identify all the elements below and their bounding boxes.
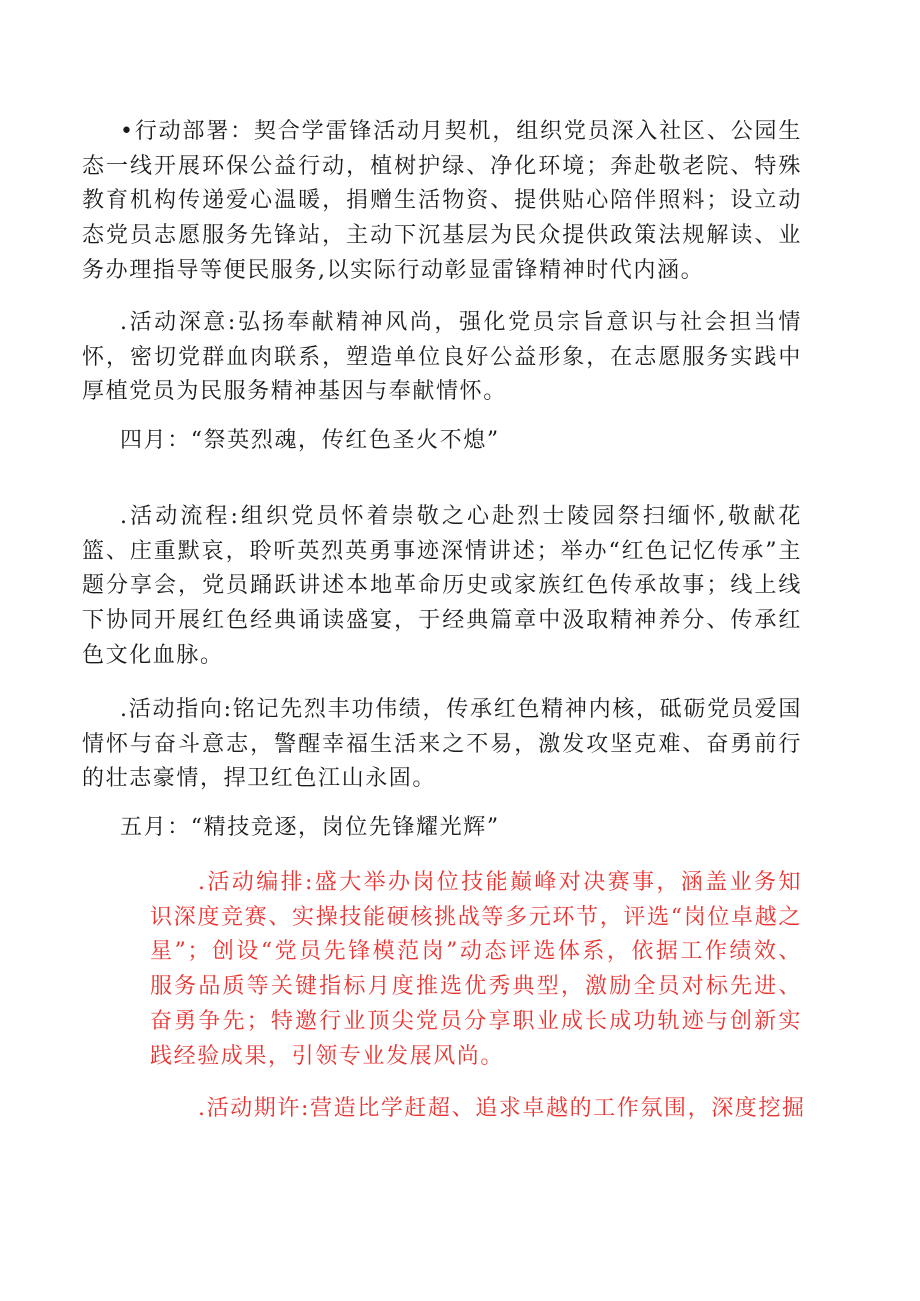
paragraph-activity-arrangement: .活动编排:盛大举办岗位技能巅峰对决赛事，涵盖业务知识深度竞赛、实操技能硬核挑战等多元环节，评选“岗位卓越之星”；创设“党员先锋模范岗”动态评选体系，依据工作绩效、服务品质等关键指标月度推选优秀典型，激励全员对标先进、奋勇争先；特邀行业顶尖党员分享职业成长成功轨迹与创新实践经验成果，引领专业发展风尚。 xyxy=(150,870,802,1069)
paragraph-activity-direction: .活动指向:铭记先烈丰功伟绩，传承红色精神内核，砥砺党员爱国情怀与奋斗意志，警醒幸福生活来之不易，激发攻坚克难、奋勇前行的壮志豪情，捍卫红色江山永固。 xyxy=(82,697,802,792)
paragraph-action-deployment: •行动部署：契合学雷锋活动月契机，组织党员深入社区、公园生态一线开展环保公益行动，植树护绿、净化环境；奔赴敬老院、特殊教育机构传递爱心温暖，捐赠生活物资、提供贴心陪伴照料；设立动态党员志愿服务先锋站，主动下沉基层为民众提供政策法规解读、业务办理指导等便民服务,以实际行动彰显雷锋精神时代内涵。 xyxy=(82,119,802,283)
paragraph-activity-process: .活动流程:组织党员怀着崇敬之心赴烈士陵园祭扫缅怀,敬献花篮、庄重默哀，聆听英烈英勇事迹深情讲述；举办“红色记忆传承”主题分享会，党员踊跃讲述本地革命历史或家族红色传承故事；线上线下协同开展红色经典诵读盛宴，于经典篇章中汲取精神养分、传承红色文化血脉。 xyxy=(82,504,802,668)
heading-may: 五月：“精技竞逐，岗位先锋耀光辉” xyxy=(120,815,500,840)
paragraph-activity-meaning: .活动深意:弘扬奉献精神风尚，强化党员宗旨意识与社会担当情怀，密切党群血肉联系，塑造单位良好公益形象，在志愿服务实践中厚植党员为民服务精神基因与奉献情怀。 xyxy=(82,310,802,405)
paragraph-activity-expectation: .活动期许:营造比学赶超、追求卓越的工作氛围，深度挖掘 xyxy=(198,1096,806,1121)
heading-april: 四月：“祭英烈魂，传红色圣火不熄” xyxy=(120,428,500,453)
